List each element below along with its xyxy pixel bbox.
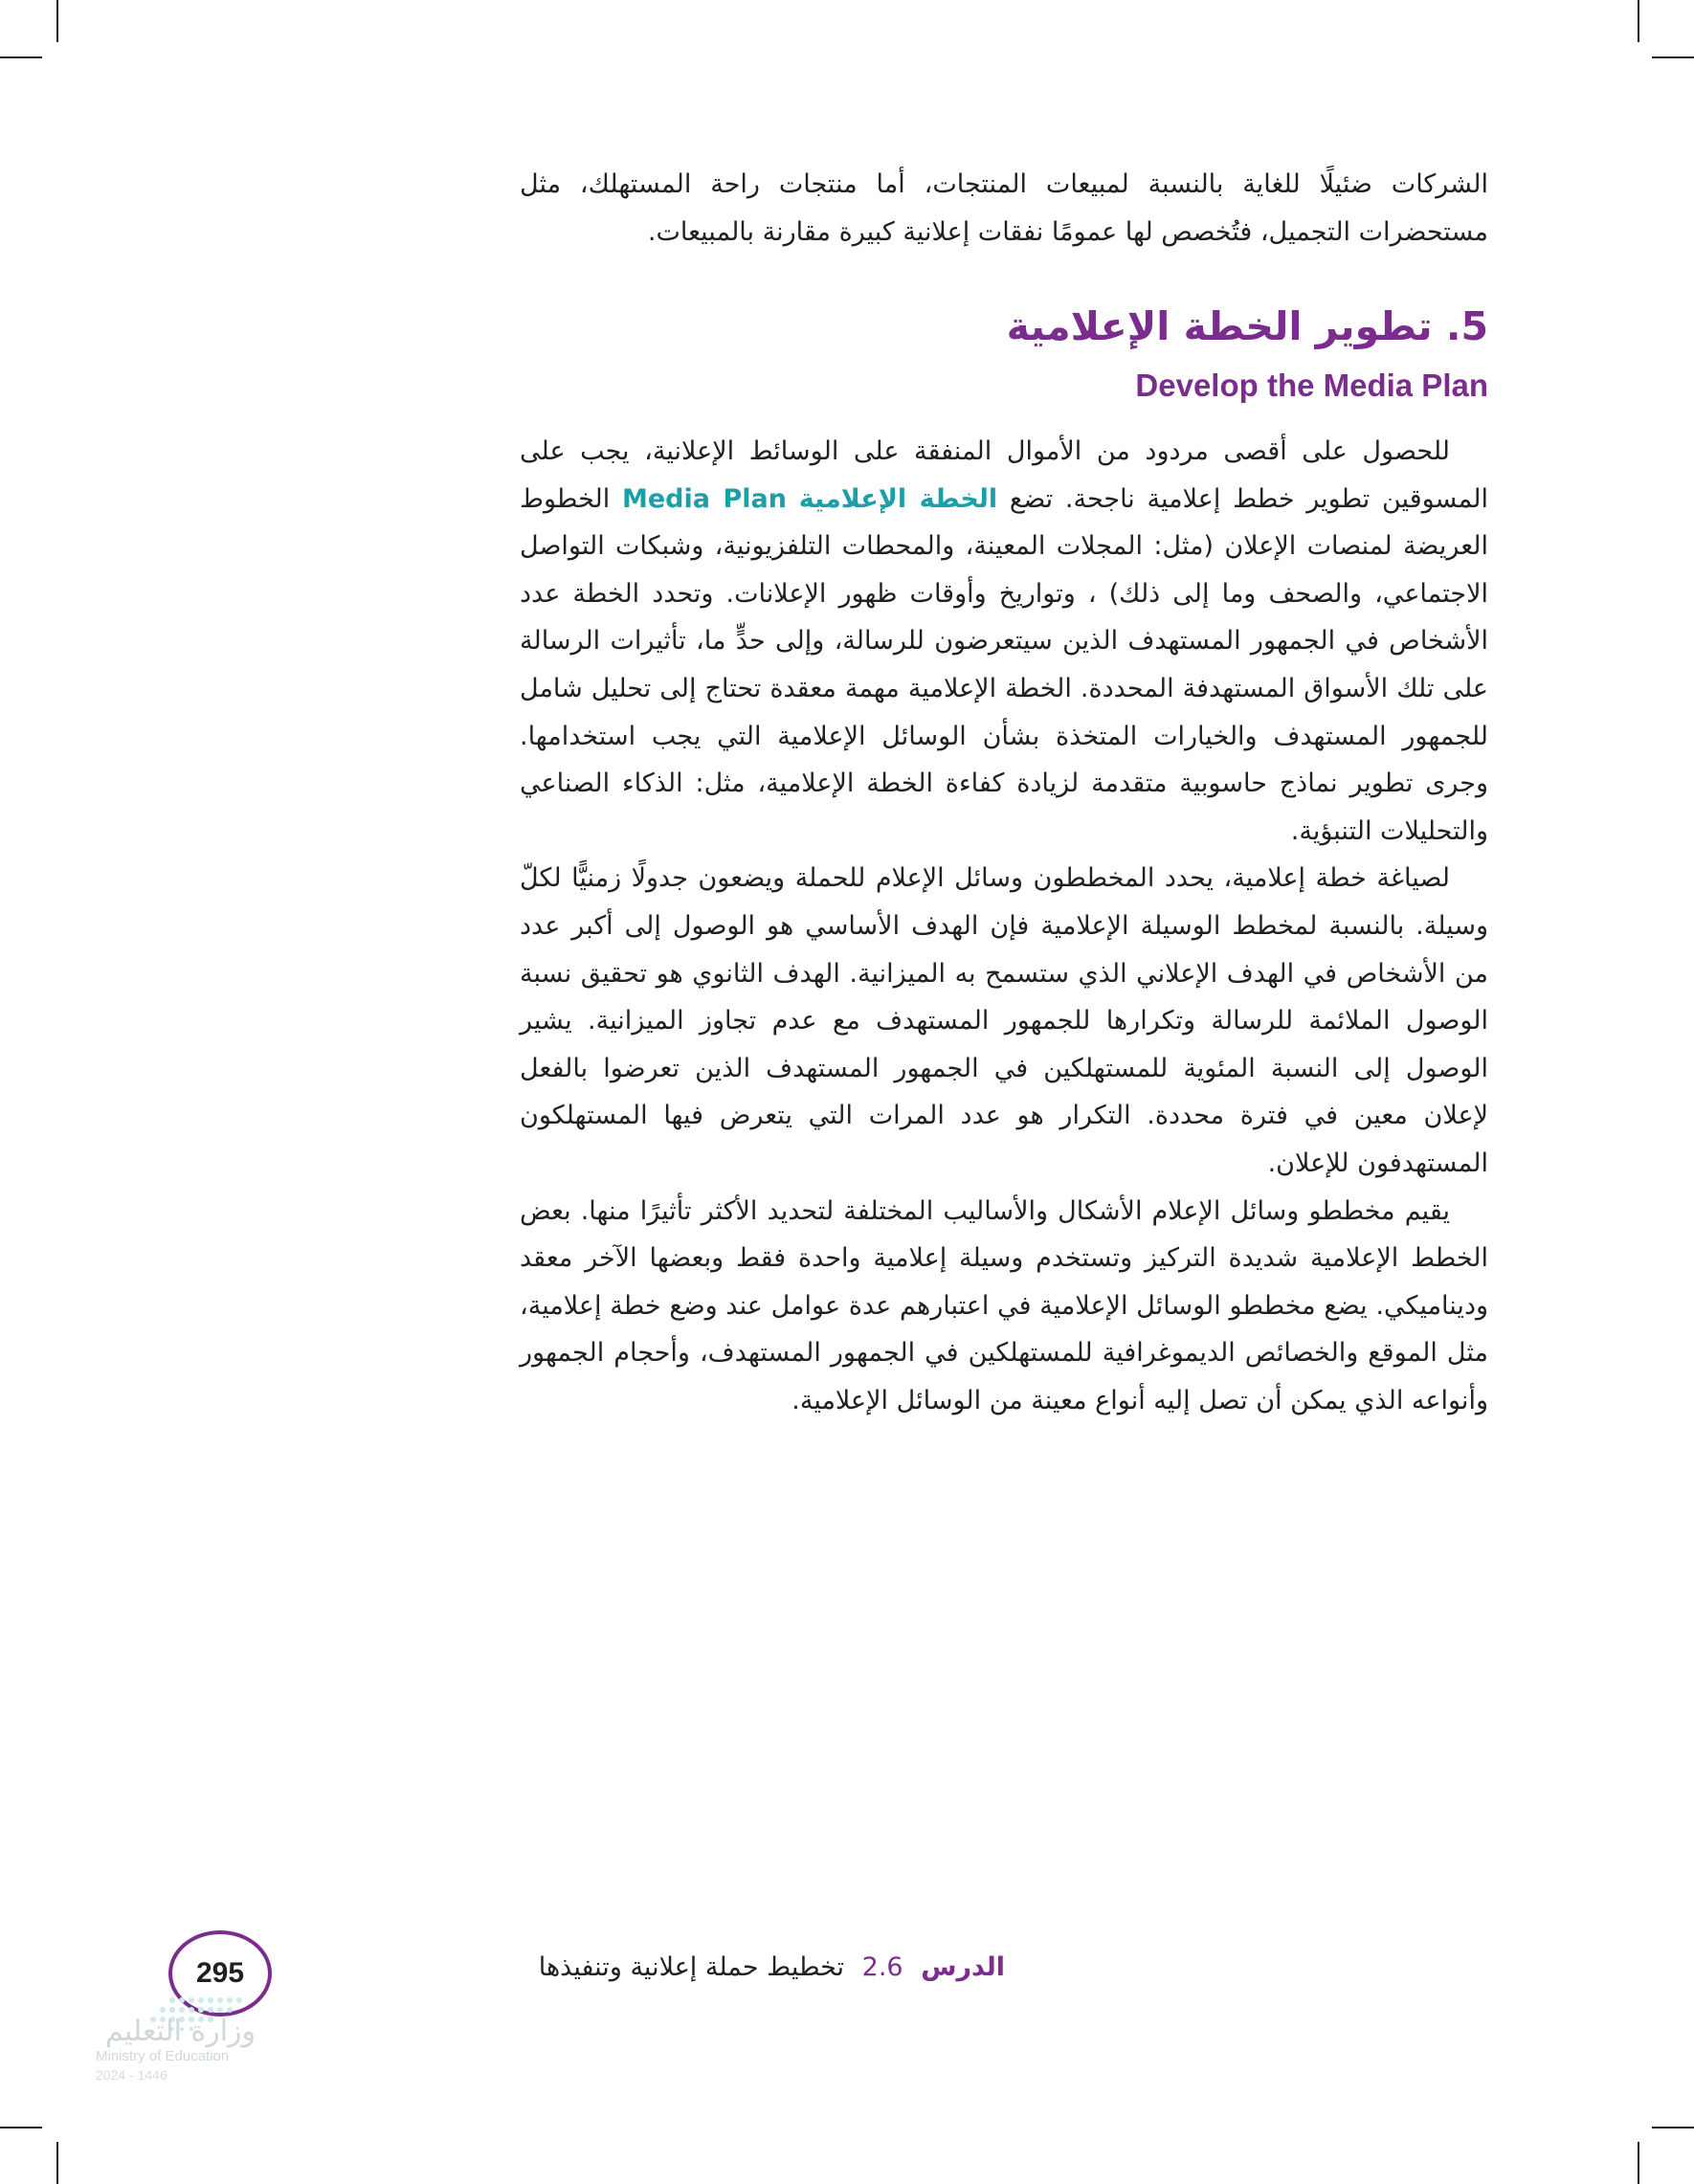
crop-mark xyxy=(0,2127,42,2128)
lesson-number: 2.6 xyxy=(861,1952,903,1982)
section-number: 5. xyxy=(1445,303,1488,349)
section-heading xyxy=(861,292,1488,411)
page-footer xyxy=(538,1952,1005,1982)
logo-name-ar: وزارة التعليم xyxy=(105,2015,256,2048)
crop-mark xyxy=(0,56,42,58)
crop-mark xyxy=(1652,2127,1694,2128)
intro-paragraph-block xyxy=(520,161,1488,256)
lesson-title: تخطيط حملة إعلانية وتنفيذها xyxy=(538,1952,845,1982)
logo-name-en: Ministry of Education xyxy=(96,2048,230,2064)
crop-mark xyxy=(56,2142,58,2184)
paragraph-1-part1: للحصول على أقصى مردود من الأموال المنفقة على الوسائط الإعلانية، يجب على المسوقين تطوير خطط إعلامية ناجحة. تضع xyxy=(520,436,1488,514)
paragraph-1 xyxy=(520,428,1488,855)
crop-mark xyxy=(1652,56,1694,58)
section-title-ar-text: تطوير الخطة الإعلامية xyxy=(1006,303,1433,349)
crop-mark xyxy=(1638,2142,1639,2184)
paragraph-2: لصياغة خطة إعلامية، يحدد المخططون وسائل الإعلام للحملة ويضعون جدولًا زمنيًّا لكلّ وسيلة. بالنسبة لمخطط الوسيلة الإعلامية فإن الهدف الأساسي هو الوصول إلى أكبر عدد من الأشخاص في الهدف الإعلاني الذي ستسمح به الميزانية. الهدف الثانوي هو تحقيق نسبة الوصول الملائمة للرسالة وتكرارها للجمهور المستهدف مع عدم تجاوز الميزانية. يشير الوصول إلى النسبة المئوية للمستهلكين في الجمهور المستهدف الذين تعرضوا بالفعل لإعلان معين في فترة محددة. التكرار هو عدد المرات التي يتعرض فيها المستهلكون المستهدفون للإعلان. xyxy=(520,863,1488,1178)
section-title-en: Develop the Media Plan xyxy=(1135,368,1488,403)
section-title-ar xyxy=(861,292,1488,361)
paragraph-1-part2: الخطوط العريضة لمنصات الإعلان (مثل: المجلات المعينة، والمحطات التلفزيونية، وشبكات التواصل الاجتماعي، والصحف وما إلى ذلك) ، وتواريخ وأوقات ظهور الإعلانات. وتحدد الخطة عدد الأشخاص في الجمهور المستهدف الذين سيتعرضون للرسالة، وإلى حدٍّ ما، تأثيرات الرسالة على تلك الأسواق المستهدفة المحددة. الخطة الإعلامية مهمة معقدة تحتاج إلى تحليل شامل للجمهور المستهدف والخيارات المتخذة بشأن الوسائل الإعلامية التي يجب استخدامها. وجرى تطوير نماذج حاسوبية متقدمة لزيادة كفاءة الخطة الإعلامية، مثل: الذكاء الصناعي والتحليلات التنبؤية. xyxy=(520,483,1488,846)
crop-mark xyxy=(56,0,58,42)
paragraph-3: يقيم مخططو وسائل الإعلام الأشكال والأساليب المختلفة لتحديد الأكثر تأثيرًا منها. بعض الخطط الإعلامية شديدة التركيز وتستخدم وسيلة إعلامية واحدة فقط وبعضها الآخر معقد وديناميكي. يضع مخططو الوسائل الإعلامية في اعتبارهم عدة عوامل عند وضع خطة إعلامية، مثل الموقع والخصائص الديموغرافية للمستهلكين في الجمهور المستهدف، وأحجام الجمهور وأنواعه الذي يمكن أن تصل إليه أنواع معينة من الوسائل الإعلامية. xyxy=(520,1195,1488,1415)
logo-year: 2024 - 1446 xyxy=(96,2067,167,2083)
keyword-media-plan-en: Media Plan xyxy=(621,483,787,514)
keyword-media-plan-ar: الخطة الإعلامية xyxy=(798,483,998,514)
crop-mark xyxy=(1638,0,1639,42)
lesson-label: الدرس xyxy=(921,1952,1005,1982)
intro-paragraph: الشركات ضئيلًا للغاية بالنسبة لمبيعات المنتجات، أما منتجات راحة المستهلك، مثل مستحضرات التجميل، فتُخصص لها عمومًا نفقات إعلانية كبيرة مقارنة بالمبيعات. xyxy=(520,169,1488,247)
page-number: 295 xyxy=(168,1930,272,2017)
body-text xyxy=(520,428,1488,1424)
